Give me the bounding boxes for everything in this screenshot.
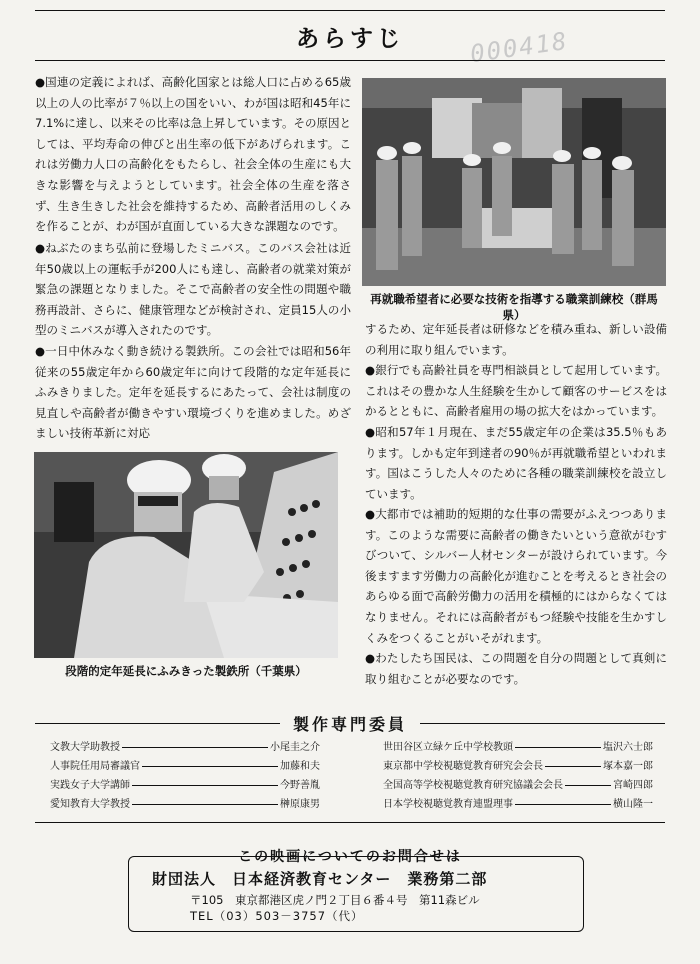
training-school-photo: [362, 78, 666, 286]
steelworks-photo: [34, 452, 338, 658]
contact-address: 〒105 東京都港区虎ノ門２丁目６番４号 第11森ビル: [190, 893, 480, 907]
minibus-paragraph: ●ねぶたのまち弘前に登場したミニバス。このバス会社は近年50歳以上の運転手が200人にも達し、高齢者の就業対策が緊急の課題となりました。そこで高齢者の安全性の問題や職務再設計、さらに、健康管理などが検討され、定員15人の小型のミニバスが導入されたのです。: [35, 241, 351, 338]
committee-list-left: [50, 738, 320, 814]
conclusion-paragraph: ●わたしたち国民は、この問題を自分の問題として真剣に取り組むことが必要なのです。: [365, 651, 667, 686]
committee-member: 東京都中学校視聴覚教育研究会会長 塚本嘉一郎: [383, 761, 653, 772]
ink-stamp: 000418: [468, 26, 571, 69]
committee-member: 日本学校視聴覚教育連盟理事 横山隆一: [383, 799, 653, 810]
top-rule: [35, 10, 665, 11]
contact-tel: TEL（03）503－3757（代）: [190, 909, 364, 923]
intro-paragraph: ●国連の定義によれば、高齢化国家とは総人口に占める65歳以上の人の比率が７％以上の国をいい、わが国は昭和45年に7.1%に達し、以来その比率は急上昇しています。その原因としては、平均寿命の伸びと出生率の低下があげられます。これは労働力人口の高齢化をもたらし、社会全体の生産にも大きな影響を与えようとしています。社会全体の生産を落さず、生き生きした社会を維持するため、高齢者活用のしくみを作ることが、わが国が直面している大きな課題なのです。: [35, 75, 351, 234]
committee-bottom-rule: [35, 822, 665, 823]
title-underline: [35, 60, 665, 61]
committee-member: 実践女子大学講師 今野善胤: [50, 780, 320, 791]
retirement-age-paragraph: ●昭和57年１月現在、まだ55歳定年の企業は35.5％もあります。しかも定年到達者の90％が再就職希望といわれます。国はこうした人々のために各種の職業訓練校を設立しています。: [365, 425, 667, 501]
committee-member: 人事院任用局審議官 加藤和夫: [50, 761, 320, 772]
continued-paragraph: するため、定年延長者は研修などを積み重ね、新しい設備の利用に取り組んでいます。: [365, 322, 667, 357]
silver-center-paragraph: ●大都市では補助的短期的な仕事の需要がふえつつあります。このような需要に高齢者の働きたいという意欲がむすびついて、シルバー人材センターが設けられています。今後ますます労働力の高齢化が進むことを考えるとき社会のあらゆる面で高齢労働力の活用を積極的にはからなくてはなりません。それには高齢者がもつ経験や技能を生かすしくみをつくることがいそがれます。: [365, 507, 667, 645]
steelworks-paragraph: ●一日中休みなく動き続ける製鉄所。この会社では昭和56年従来の55歳定年から60歳定年に向けて段階的な定年延長にふみきりました。定年を延長するにあたって、会社は制度の見直しや高齢者が働きやすい環境づくりを進めました。めざましい技術革新に対応: [35, 344, 351, 441]
committee-rule-right: [420, 723, 665, 724]
contact-title: この映画についてのお問合せは: [238, 849, 462, 865]
committee-list-right: [383, 738, 653, 814]
steelworks-photo-caption: 段階的定年延長にふみきった製鉄所（千葉県）: [65, 664, 307, 678]
bank-paragraph: ●銀行でも高齢社員を専門相談員として起用しています。これはその豊かな人生経験を生かして顧客のサービスをはかるとともに、高齢者雇用の場の拡大をはかっています。: [365, 363, 667, 419]
contact-organization: 財団法人 日本経済教育センター 業務第二部: [152, 870, 488, 888]
committee-member: 愛知教育大学教授 榊原康男: [50, 799, 320, 810]
committee-title: 製作専門委員: [292, 715, 407, 734]
training-school-photo-caption: 再就職希望者に必要な技術を指導する職業訓練校（群馬県）: [370, 292, 658, 322]
committee-member: 全国高等学校視聴覚教育研究協議会会長 宮崎四郎: [383, 780, 653, 791]
page-title: あらすじ: [296, 26, 404, 52]
committee-member: 文教大学助教授 小尾圭之介: [50, 742, 320, 753]
committee-member: 世田谷区立緑ケ丘中学校教頭 塩沢六士郎: [383, 742, 653, 753]
